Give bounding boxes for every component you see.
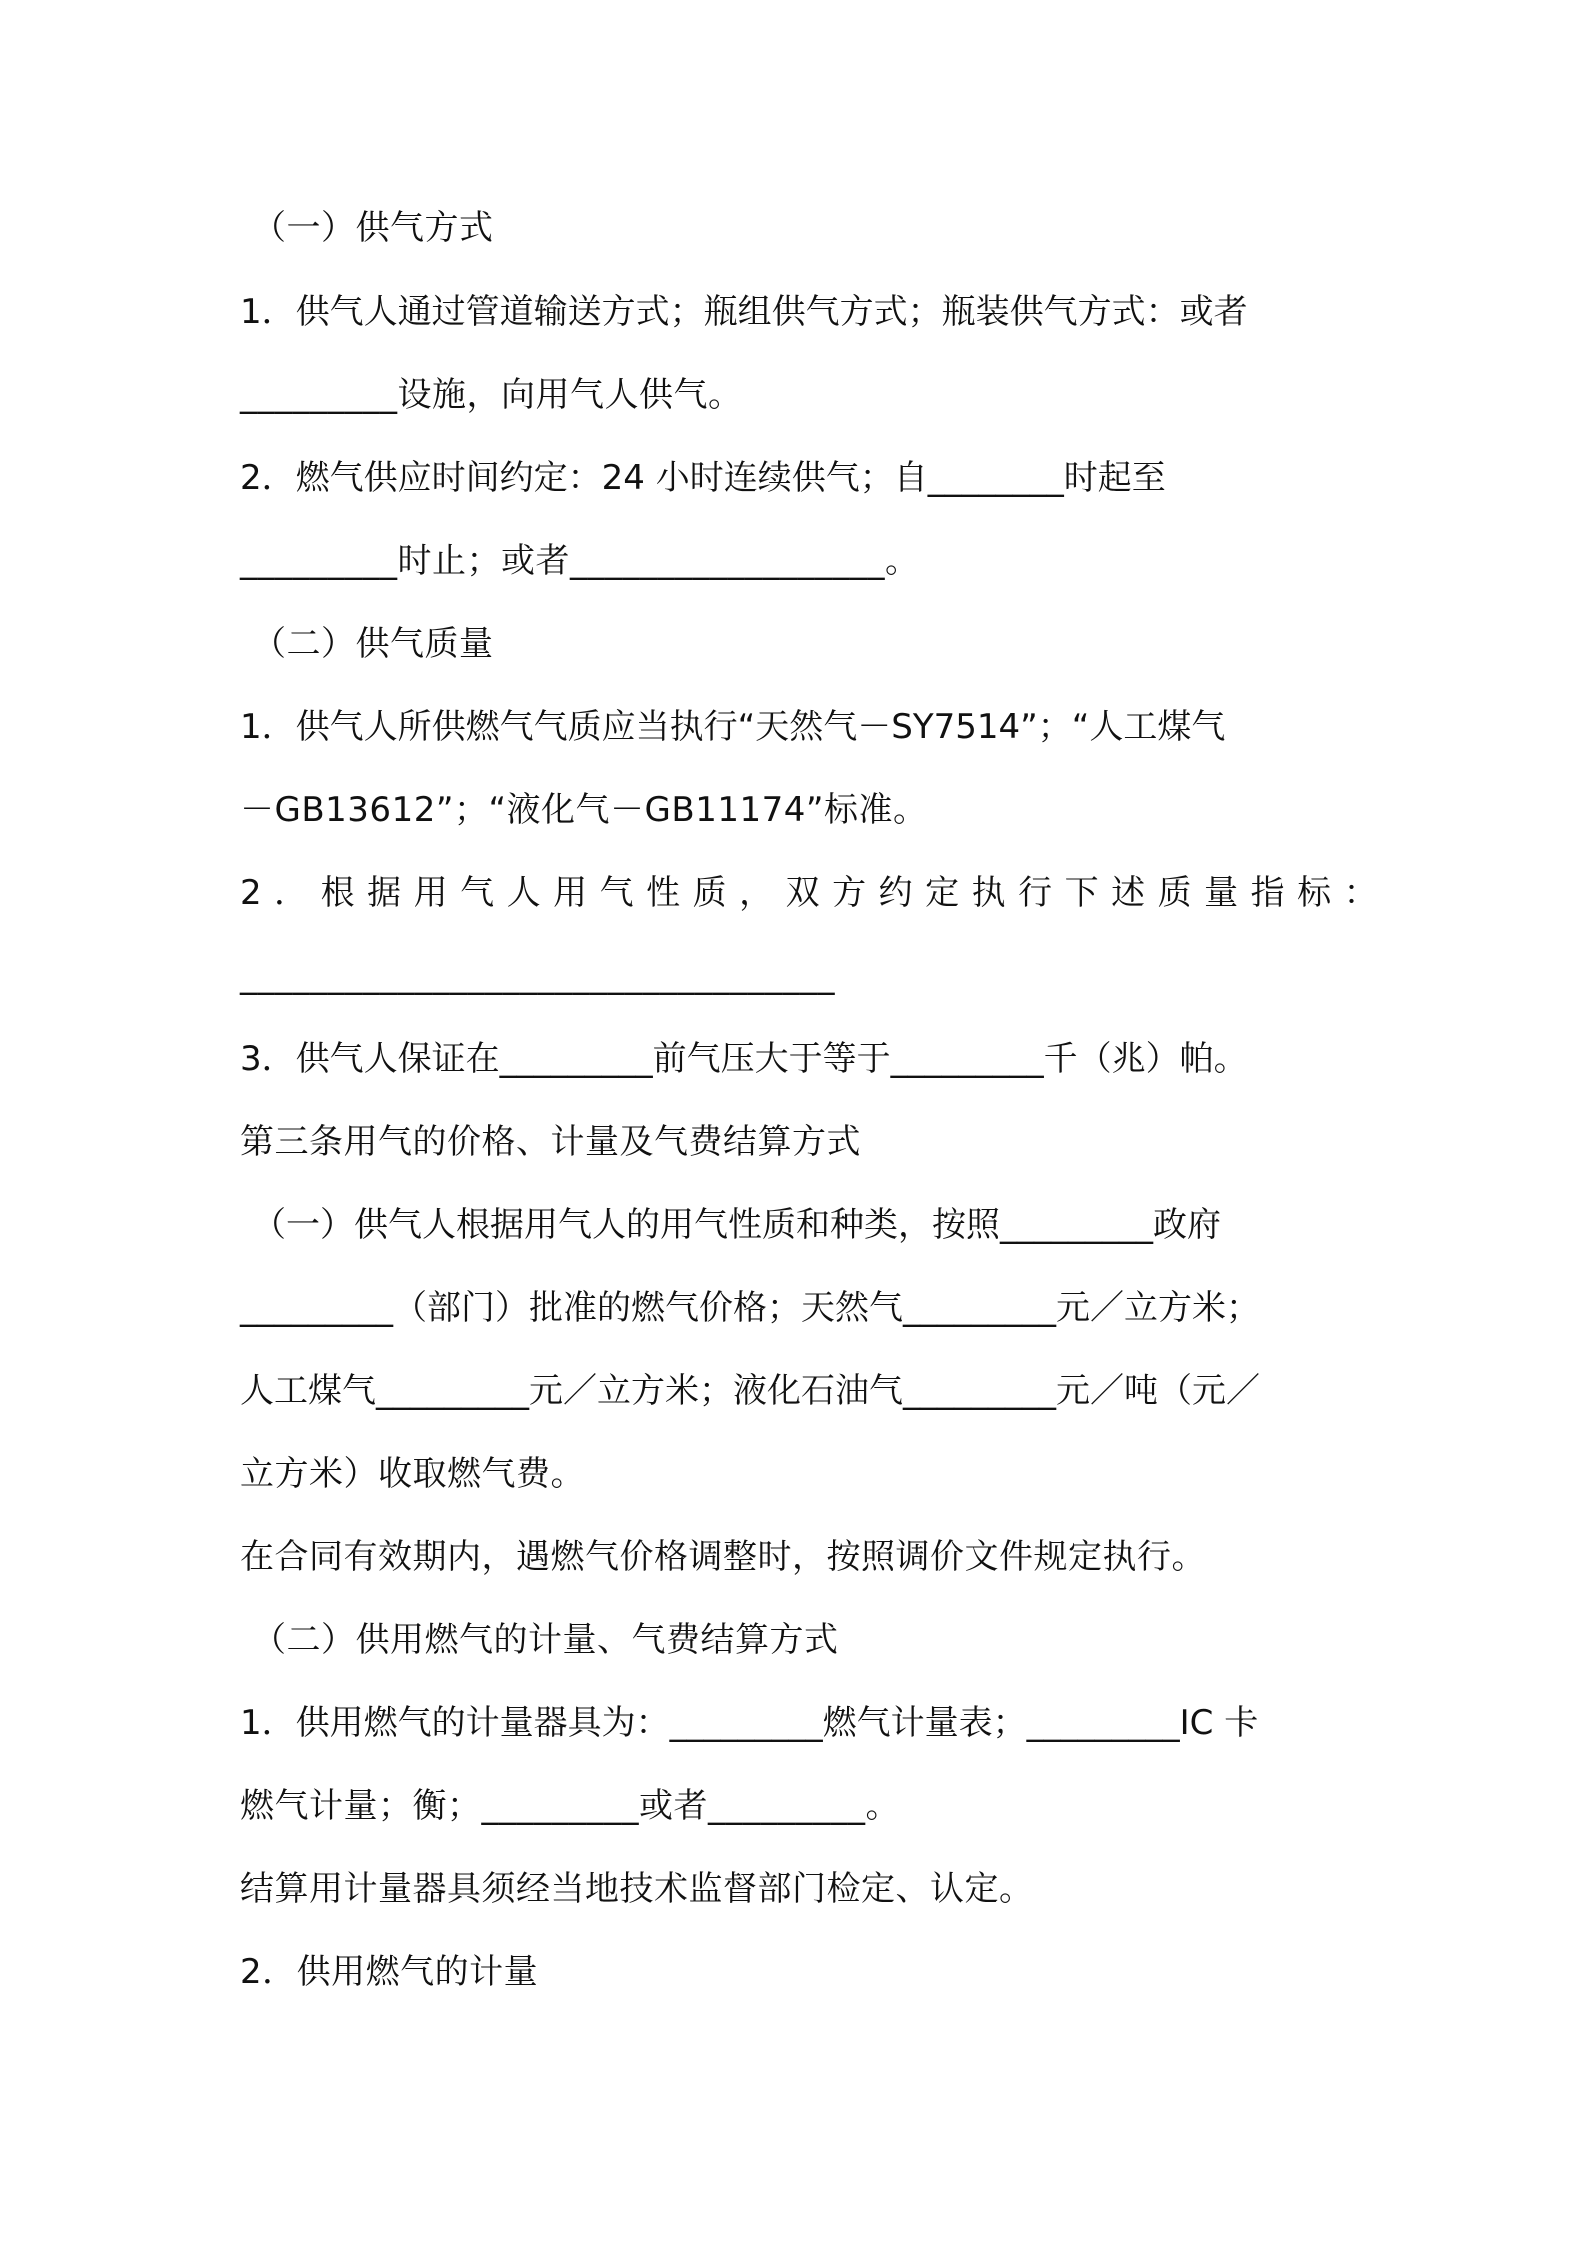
- metering-certification-note: 结算用计量器具须经当地技术监督部门检定、认定。: [240, 1869, 1034, 1909]
- clause-2-quality-index: 2．根据用气人用气性质，双方约定执行下述质量指标：: [240, 873, 1391, 913]
- price-clause-line-1: （一）供气人根据用气人的用气性质和种类，按照_________政府: [252, 1205, 1221, 1245]
- price-clause-line-2: _________（部门）批准的燃气价格；天然气_________元／立方米；: [240, 1288, 1260, 1328]
- clause-3-pressure: 3．供气人保证在_________前气压大于等于_________千（兆）帕。: [240, 1039, 1248, 1079]
- section-heading-metering: （二）供用燃气的计量、气费结算方式: [252, 1620, 839, 1660]
- price-clause-line-4: 立方米）收取燃气费。: [240, 1454, 585, 1494]
- clause-2-continued: _________时止；或者__________________。: [240, 541, 920, 581]
- clause-1-supply-means: 1．供气人通过管道输送方式；瓶组供气方式；瓶装供气方式：或者: [240, 292, 1248, 332]
- price-clause-line-3: 人工煤气_________元／立方米；液化石油气_________元／吨（元／: [240, 1371, 1260, 1411]
- section-heading-supply-quality: （二）供气质量: [252, 624, 494, 664]
- clause-1-quality-continued: －GB13612”；“液化气－GB11174”标准。: [240, 790, 928, 830]
- price-adjustment-note: 在合同有效期内，遇燃气价格调整时，按照调价文件规定执行。: [240, 1537, 1206, 1577]
- clause-1-metering-continued: 燃气计量；衡；_________或者_________。: [240, 1786, 900, 1826]
- clause-1-continued: _________设施，向用气人供气。: [240, 375, 743, 415]
- quality-index-blank: __________________________________: [240, 956, 835, 996]
- section-heading-supply-method: （一）供气方式: [252, 208, 494, 248]
- clause-2-supply-time: 2．燃气供应时间约定：24 小时连续供气；自________时起至: [240, 458, 1166, 498]
- clause-1-metering-devices: 1．供用燃气的计量器具为：_________燃气计量表；_________IC 卡: [240, 1703, 1259, 1743]
- clause-2-metering: 2．供用燃气的计量: [240, 1952, 539, 1992]
- article-3-heading: 第三条用气的价格、计量及气费结算方式: [240, 1122, 861, 1162]
- clause-1-quality-standard: 1．供气人所供燃气气质应当执行“天然气－SY7514”；“人工煤气: [240, 707, 1226, 747]
